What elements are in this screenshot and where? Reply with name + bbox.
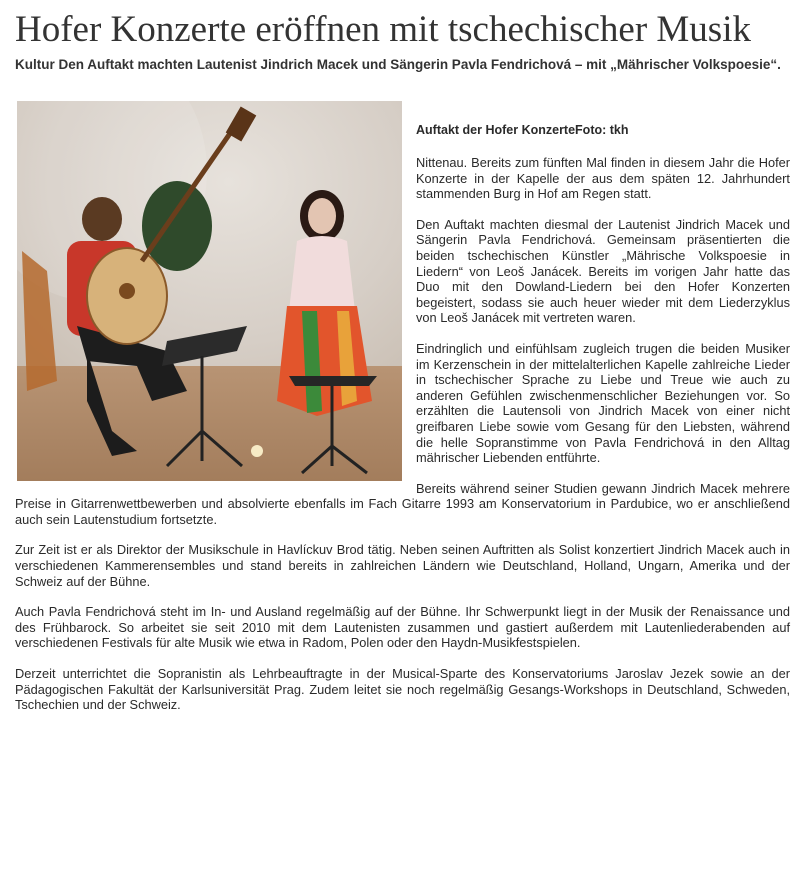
- concert-photo: [17, 101, 402, 481]
- photo-caption: Auftakt der Hofer KonzerteFoto: tkh: [416, 123, 629, 137]
- musicians-illustration: [17, 101, 402, 481]
- paragraph: Eindringlich und einfühlsam zugleich trugen die beiden Musiker im Kerzenschein in der mittelalterlichen Kapelle zahlreiche Lieder in tschechischer Sprache zu Liebe und Treue wie auch zu anderen Gefühlen zwischenmenschlicher Beziehungen vor. So erzählten die Lautensoli von Jindrich Macek von einer nicht greifbaren Liebe sowie vom Gesang für den Liebsten, während die helle Sopranstimme von Pavla Fendrichová in den Alltag mährischer Liebenden entführte.: [416, 340, 790, 466]
- paragraph: Den Auftakt machten diesmal der Lautenist Jindrich Macek und Sängerin Pavla Fendrichová. Gemeinsam präsentierten die beiden tschechischen Künstler „Mährische Volkspoesie in Liedern“ von Leoš Janácek. Bereits im vorigen Jahr hatte das Duo mit den Dowland-Liedern bei den Hofer Konzerten begeistert, sodass sie auch heuer wieder mit dem Liederzyklus von Leoš Janácek mit vertreten waren.: [416, 216, 790, 326]
- article: [15, 10, 790, 728]
- paragraph: Derzeit unterrichtet die Sopranistin als Lehrbeauftragte in der Musical-Sparte des Konservatoriums Jaroslav Jezek sowie an der Pädagogischen Fakultät der Karlsuniversität Prag. Zudem leitet sie noch regelmäßig Gesangs-Workshops in Deutschland, Schweden, Tschechien und der Schweiz.: [15, 666, 790, 713]
- paragraph: Auch Pavla Fendrichová steht im In- und Ausland regelmäßig auf der Bühne. Ihr Schwerpunkt liegt in der Musik der Renaissance und des Frühbarock. So arbeitet sie seit 2010 mit dem Lautenisten zusammen und gastiert außerdem mit Lautenliederabenden auf verschiedenen Festivals für alte Musik wie etwa in Radom, Polen oder den Haydn-Musikfestspielen.: [15, 604, 790, 651]
- paragraph: Zur Zeit ist er als Direktor der Musikschule in Havlíckuv Brod tätig. Neben seinen Auftritten als Solist konzertiert Jindrich Macek auch in verschiedenen Kammerensembles und stand bereits in zahlreichen Ländern wie Deutschland, Holland, Ungarn, Amerika und der Schweiz auf der Bühne.: [15, 542, 790, 589]
- paragraph: Nittenau. Bereits zum fünften Mal finden in diesem Jahr die Hofer Konzerte in der Kapelle der aus dem späten 12. Jahrhundert stammenden Burg in Hof am Regen statt.: [416, 155, 790, 202]
- article-title: Hofer Konzerte eröffnen mit tschechischer Musik: [15, 9, 751, 50]
- article-subtitle: Kultur Den Auftakt machten Lautenist Jindrich Macek und Sängerin Pavla Fendrichová – mit „Mährischer Volkspoesie“.: [15, 57, 781, 72]
- paragraph: Bereits während seiner Studien gewann Jindrich Macek mehrere Preise in Gitarrenwettbewerben und absolvierte ebenfalls im Fach Gitarre 1993 am Konservatorium in Pardubice, wo er anschließend auch sein Lautenstudium fortsetzte.: [15, 480, 790, 527]
